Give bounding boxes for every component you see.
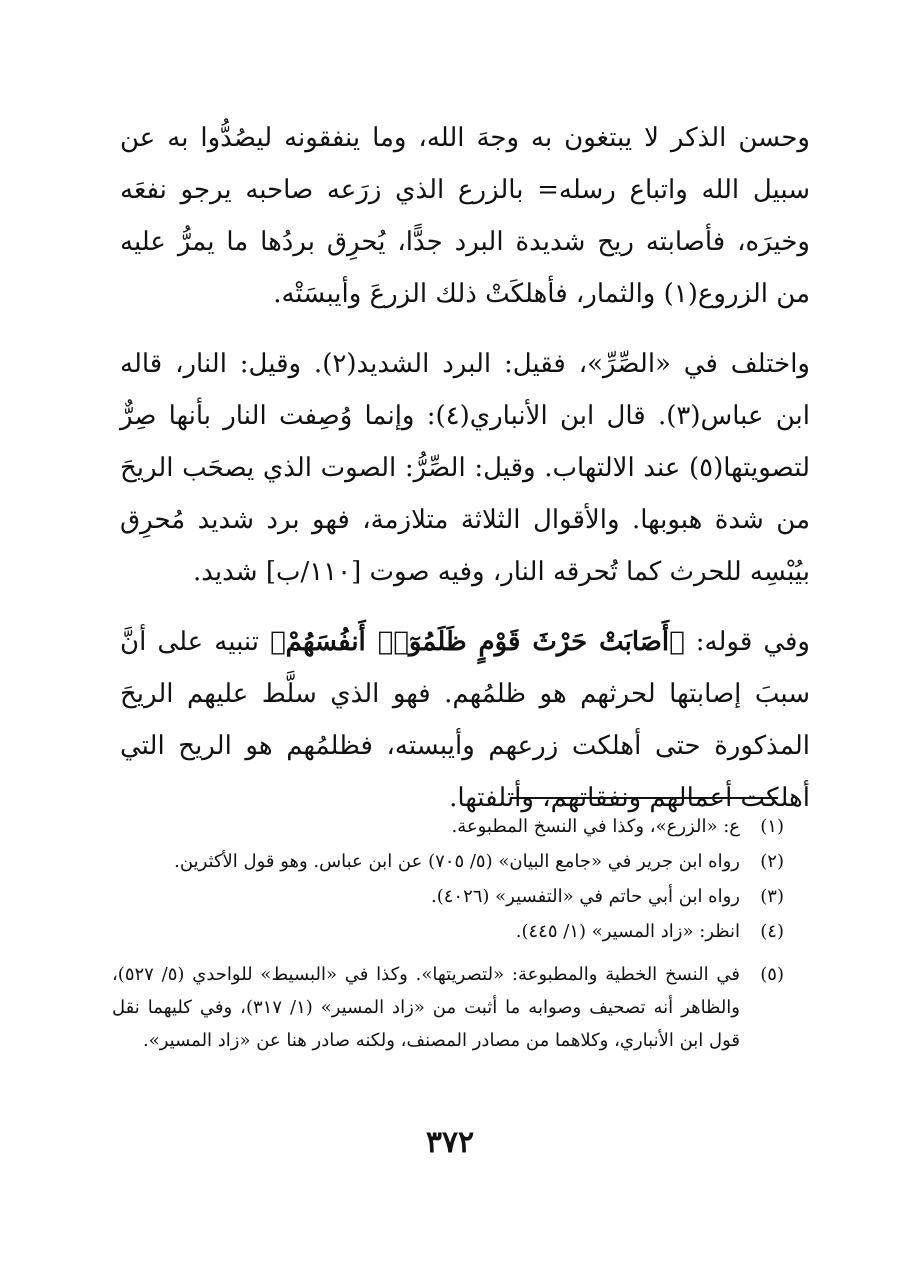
footnote-number: (٢) <box>760 851 784 872</box>
main-text <box>120 112 810 824</box>
footnote-1 <box>112 810 784 843</box>
footnote-text: ع: «الزرع»، وكذا في النسخ المطبوعة. <box>451 816 740 837</box>
quran-verse: ﴿أَصَابَتْ حَرْثَ قَوْمٍ ظَلَمُوٓا۟ أَنفُسَهُمْ﴾ <box>270 627 685 657</box>
footnote-text: رواه ابن أبي حاتم في «التفسير» (٤٠٢٦). <box>431 886 740 907</box>
paragraph-3 <box>120 616 810 824</box>
footnote-text: في النسخ الخطية والمطبوعة: «لتصريتها». وكذا في «البسيط» للواحدي (٥/ ٥٢٧)، والظاهر أنه تصحيف وصوابه ما أثبت من «زاد المسير» (١/ ٣١٧)، وفي كليهما نقل قول ابن الأنباري، وكلاهما من مصادر المصنف، ولكنه صادر هنا عن «زاد المسير». <box>112 964 740 1051</box>
footnote-number: (١) <box>760 816 784 837</box>
footnote-5 <box>112 958 784 1057</box>
footnote-number: (٣) <box>760 886 784 907</box>
paragraph-2: واختلف في «الصِّرِّ»، فقيل: البرد الشديد(٢). وقيل: النار، قاله ابن عباس(٣). قال ابن الأنباري(٤): وإنما وُصِفت النار بأنها صِرٌّ لتصويتها(٥) عند الالتهاب. وقيل: الصِّرُّ: الصوت الذي يصحَب الريحَ من شدة هبوبها. والأقوال الثلاثة متلازمة، فهو برد شديد مُحرِق بيُبْسِه للحرث كما تُحرقه النار، وفيه صوت [١١٠/ب] شديد. <box>120 349 810 587</box>
footnote-separator <box>510 797 778 799</box>
footnote-number: (٥) <box>760 964 784 985</box>
footnotes <box>112 810 784 1057</box>
paragraph-1: وحسن الذكر لا يبتغون به وجهَ الله، وما ينفقونه ليصُدُّوا به عن سبيل الله واتباع رسله= بالزرع الذي زرَعه صاحبه يرجو نفعَه وخيرَه، فأصابته ريح شديدة البرد جدًّا، يُحرِق بردُها ما يمرُّ عليه من الزروع(١) والثمار، فأهلكَتْ ذلك الزرعَ وأيبسَتْه. <box>120 123 810 309</box>
paragraph-3-body: تنبيه على أنَّ سببَ إصابتها لحرثهم هو ظلمُهم. فهو الذي سلَّط عليهم الريحَ المذكورة حتى أهلكت زرعهم وأيبسته، فظلمُهم هو الريح التي أهلكت أعمالهم ونفقاتهم، وأتلفتها. <box>120 627 810 813</box>
footnote-4 <box>112 915 784 948</box>
footnote-text: رواه ابن جرير في «جامع البيان» (٥/ ٧٠٥) عن ابن عباس. وهو قول الأكثرين. <box>174 851 740 872</box>
page-number: ٣٧٢ <box>425 1125 475 1160</box>
footnote-text: انظر: «زاد المسير» (١/ ٤٤٥). <box>515 921 740 942</box>
footnote-3 <box>112 880 784 913</box>
footnote-number: (٤) <box>760 921 784 942</box>
footnote-2 <box>112 845 784 878</box>
paragraph-3-intro: وفي قوله: <box>684 627 810 657</box>
